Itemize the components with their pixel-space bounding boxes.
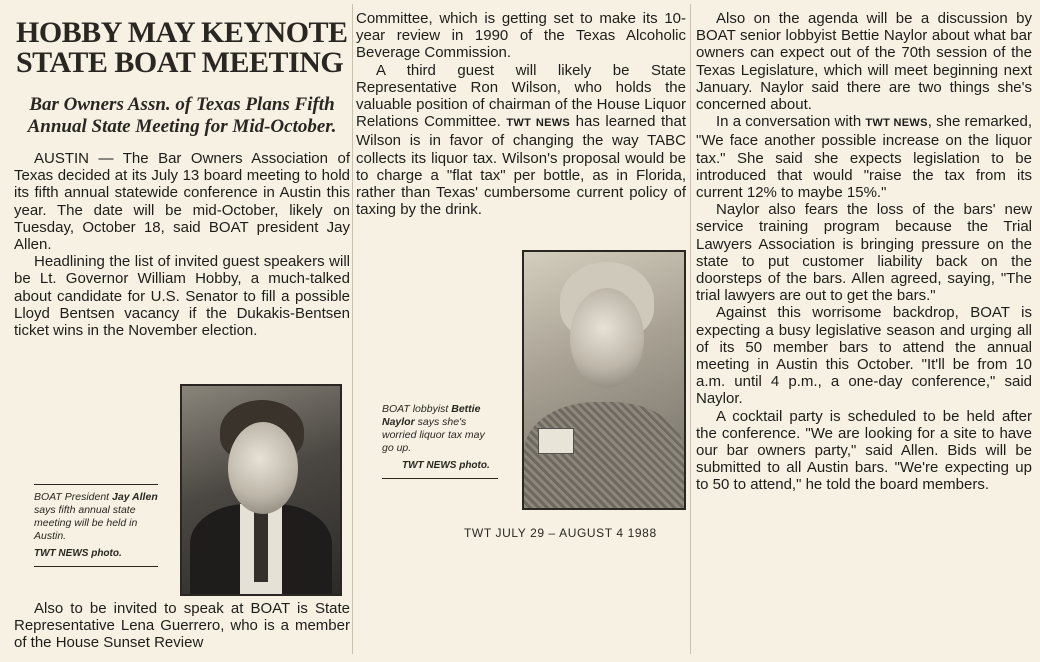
paragraph: A third guest will likely be State Representative Ron Wilson, who holds the valuable position of chairman of the House Liquor Relations Committee. TWT NEWS has learned that Wilson is in favor of changing the way TABC collects its liquor tax. Wilson's proposal would be to charge a "flat tax" per bottle, as in Florida, rather than Texas' cumbersome current policy of taxing by the drink. <box>356 61 687 219</box>
photo-face <box>228 422 298 514</box>
paragraph: In a conversation with TWT NEWS, she remarked, "We face another possible increase on the liquor tax." She said she expects legislation to be introduced that would "raise the tax from its current 12% to maybe 15%." <box>696 113 1033 202</box>
col1-body <box>14 150 350 339</box>
paragraph: AUSTIN — The Bar Owners Association of Texas decided at its July 13 board meeting to hold its fifth annual statewide conference in Austin this year. The date will be mid-October, likely on Tuesday, October 18, said BOAT president Jay Allen. <box>14 150 350 254</box>
paragraph: Also on the agenda will be a discussion by BOAT senior lobbyist Bettie Naylor about what bar owners can expect out of the 70th session of the Texas Legislature, which will meet beginning next January. Naylor said there are two things she's concerned about. <box>696 10 1032 114</box>
paragraph: Against this worrisome backdrop, BOAT is expecting a busy legislative season and urging all of its 50 member bars to attend the annual meeting in Austin this October. "It'll be from 10 a.m. until 4 p.m., a one-day conference," said Naylor. <box>696 304 1032 408</box>
photo-name-tag <box>538 428 574 454</box>
column-divider <box>352 4 353 654</box>
deck: Bar Owners Assn. of Texas Plans Fifth Annual State Meeting for Mid-October. <box>27 94 337 137</box>
photo-tie <box>254 510 268 582</box>
photo-face <box>570 288 644 388</box>
photo-bettie-naylor <box>522 250 686 510</box>
paragraph: Also to be invited to speak at BOAT is State Representative Lena Guerrero, who is a member of the House Sunset Review <box>14 600 350 652</box>
caption-allen: BOAT President Jay Allen says fifth annual state meeting will be held in Austin. TWT NEWS photo. <box>34 484 158 567</box>
caption-name: Bettie Naylor <box>382 403 481 428</box>
twt-news-label: TWT NEWS <box>865 117 928 130</box>
caption-name: Jay Allen <box>112 491 158 503</box>
column-divider <box>690 4 691 654</box>
photo-credit: TWT NEWS photo. <box>34 548 122 559</box>
paragraph: Committee, which is getting set to make its 10-year review in 1990 of the Texas Alcoholic Beverage Commission. <box>356 10 686 62</box>
column-1 <box>14 0 350 339</box>
caption-naylor: BOAT lobbyist Bettie Naylor says she's worried liquor tax may go up. TWT NEWS photo. <box>382 397 498 479</box>
paragraph: Naylor also fears the loss of the bars' new service training program because the Trial Lawyers Association is bringing pressure on the state to put customer liability back on the doorsteps of the bars. Allen agreed, saying, "The trial lawyers are out to get the bars." <box>696 201 1032 305</box>
twt-news-label: TWT NEWS <box>506 117 571 130</box>
photo-credit: TWT NEWS photo. <box>402 460 490 471</box>
col1-bottom <box>14 600 350 652</box>
column-2 <box>356 10 686 218</box>
column-3 <box>696 10 1032 494</box>
dateline: TWT JULY 29 – AUGUST 4 1988 <box>464 526 657 540</box>
headline: HOBBY MAY KEYNOTE STATE BOAT MEETING <box>16 16 348 79</box>
paragraph: A cocktail party is scheduled to be held after the conference. "We are looking for a site to have our bar owners party," said Allen. Bids will be submitted to all Austin bars. "We're expecting up to 50 to attend," he told the board members. <box>696 407 1032 494</box>
photo-jay-allen <box>180 384 342 596</box>
photo-dress <box>524 402 684 510</box>
paragraph: Headlining the list of invited guest speakers will be Lt. Governor William Hobby, a much-talked about candidate for U.S. Senator to fill a possible Lloyd Bentsen vacancy if the Dukakis-Bentsen ticket wins in the November election. <box>14 253 350 340</box>
